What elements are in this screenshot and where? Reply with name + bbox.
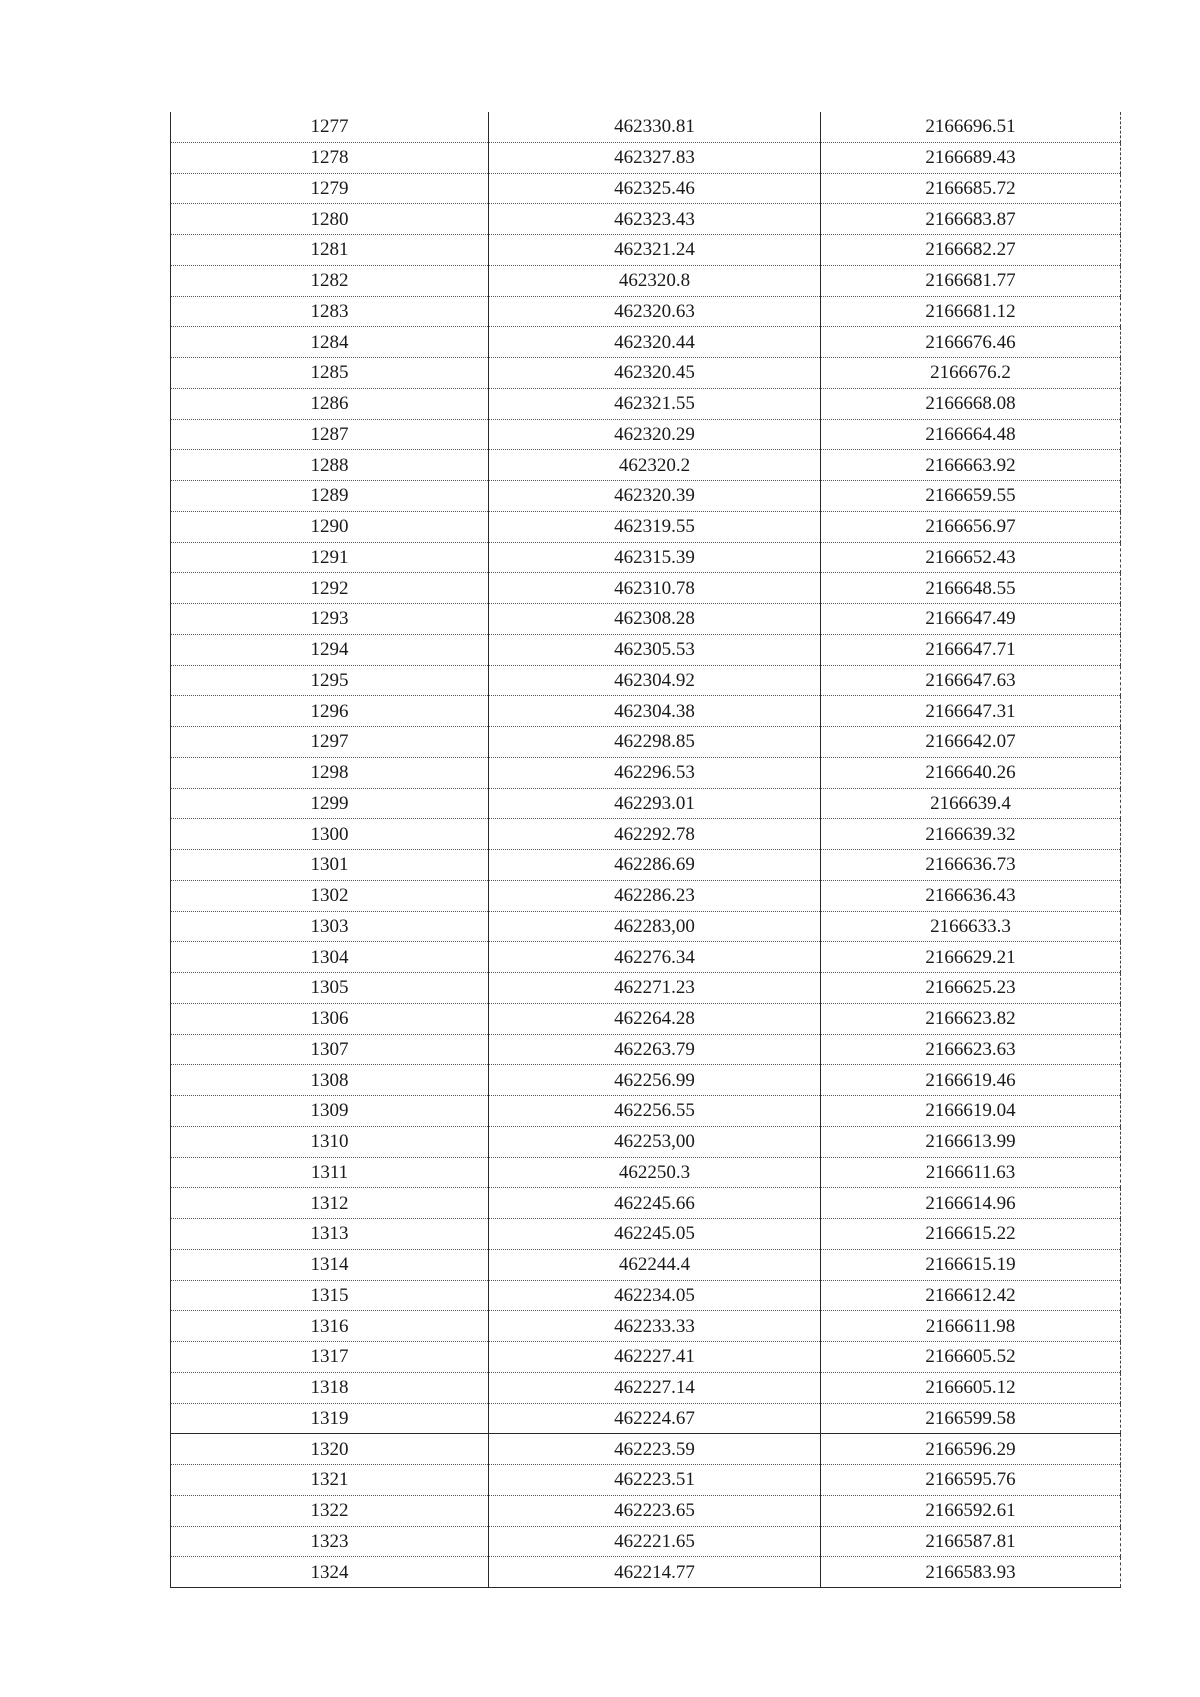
point-number-cell: 1289	[171, 481, 489, 512]
y-coordinate-cell: 2166615.22	[821, 1219, 1121, 1250]
point-number-cell: 1314	[171, 1249, 489, 1280]
point-number-cell: 1278	[171, 142, 489, 173]
y-coordinate-cell: 2166689.43	[821, 142, 1121, 173]
y-coordinate-cell: 2166676.46	[821, 327, 1121, 358]
y-coordinate-cell: 2166633.3	[821, 911, 1121, 942]
x-coordinate-cell: 462304.92	[489, 665, 821, 696]
x-coordinate-cell: 462227.14	[489, 1372, 821, 1403]
point-number-cell: 1308	[171, 1065, 489, 1096]
y-coordinate-cell: 2166647.49	[821, 604, 1121, 635]
x-coordinate-cell: 462325.46	[489, 173, 821, 204]
table-row	[171, 1157, 1121, 1188]
point-number-cell: 1309	[171, 1096, 489, 1127]
x-coordinate-cell: 462321.55	[489, 388, 821, 419]
point-number-cell: 1282	[171, 265, 489, 296]
y-coordinate-cell: 2166696.51	[821, 112, 1121, 142]
y-coordinate-cell: 2166685.72	[821, 173, 1121, 204]
x-coordinate-cell: 462320.45	[489, 358, 821, 389]
table-row	[171, 388, 1121, 419]
table-row	[171, 1372, 1121, 1403]
y-coordinate-cell: 2166611.98	[821, 1311, 1121, 1342]
y-coordinate-cell: 2166648.55	[821, 573, 1121, 604]
x-coordinate-cell: 462320.8	[489, 265, 821, 296]
x-coordinate-cell: 462221.65	[489, 1526, 821, 1557]
x-coordinate-cell: 462253,00	[489, 1126, 821, 1157]
point-number-cell: 1285	[171, 358, 489, 389]
table-row	[171, 665, 1121, 696]
table-row	[171, 1003, 1121, 1034]
point-number-cell: 1317	[171, 1342, 489, 1373]
x-coordinate-cell: 462245.66	[489, 1188, 821, 1219]
x-coordinate-cell: 462250.3	[489, 1157, 821, 1188]
table-row	[171, 1526, 1121, 1557]
point-number-cell: 1303	[171, 911, 489, 942]
y-coordinate-cell: 2166619.04	[821, 1096, 1121, 1127]
table-row	[171, 1249, 1121, 1280]
x-coordinate-cell: 462271.23	[489, 973, 821, 1004]
table-row	[171, 450, 1121, 481]
point-number-cell: 1321	[171, 1465, 489, 1496]
point-number-cell: 1319	[171, 1403, 489, 1434]
table-row	[171, 1465, 1121, 1496]
table-row	[171, 1280, 1121, 1311]
point-number-cell: 1320	[171, 1434, 489, 1465]
table-row	[171, 419, 1121, 450]
y-coordinate-cell: 2166625.23	[821, 973, 1121, 1004]
x-coordinate-cell: 462244.4	[489, 1249, 821, 1280]
y-coordinate-cell: 2166639.32	[821, 819, 1121, 850]
point-number-cell: 1315	[171, 1280, 489, 1311]
point-number-cell: 1300	[171, 819, 489, 850]
point-number-cell: 1286	[171, 388, 489, 419]
table-row	[171, 973, 1121, 1004]
point-number-cell: 1291	[171, 542, 489, 573]
table-row	[171, 942, 1121, 973]
point-number-cell: 1324	[171, 1557, 489, 1588]
y-coordinate-cell: 2166629.21	[821, 942, 1121, 973]
y-coordinate-cell: 2166647.71	[821, 634, 1121, 665]
table-row	[171, 265, 1121, 296]
y-coordinate-cell: 2166668.08	[821, 388, 1121, 419]
point-number-cell: 1313	[171, 1219, 489, 1250]
y-coordinate-cell: 2166682.27	[821, 235, 1121, 266]
point-number-cell: 1298	[171, 757, 489, 788]
y-coordinate-cell: 2166683.87	[821, 204, 1121, 235]
table-row	[171, 1342, 1121, 1373]
y-coordinate-cell: 2166681.12	[821, 296, 1121, 327]
table-row	[171, 1126, 1121, 1157]
y-coordinate-cell: 2166599.58	[821, 1403, 1121, 1434]
point-number-cell: 1281	[171, 235, 489, 266]
table-row	[171, 850, 1121, 881]
point-number-cell: 1307	[171, 1034, 489, 1065]
point-number-cell: 1279	[171, 173, 489, 204]
point-number-cell: 1290	[171, 511, 489, 542]
x-coordinate-cell: 462319.55	[489, 511, 821, 542]
table-row	[171, 573, 1121, 604]
x-coordinate-cell: 462286.69	[489, 850, 821, 881]
table-row	[171, 696, 1121, 727]
x-coordinate-cell: 462304.38	[489, 696, 821, 727]
point-number-cell: 1284	[171, 327, 489, 358]
x-coordinate-cell: 462227.41	[489, 1342, 821, 1373]
table-row	[171, 1311, 1121, 1342]
y-coordinate-cell: 2166611.63	[821, 1157, 1121, 1188]
point-number-cell: 1316	[171, 1311, 489, 1342]
y-coordinate-cell: 2166652.43	[821, 542, 1121, 573]
x-coordinate-cell: 462283,00	[489, 911, 821, 942]
y-coordinate-cell: 2166681.77	[821, 265, 1121, 296]
x-coordinate-cell: 462263.79	[489, 1034, 821, 1065]
point-number-cell: 1297	[171, 727, 489, 758]
x-coordinate-cell: 462320.2	[489, 450, 821, 481]
point-number-cell: 1283	[171, 296, 489, 327]
y-coordinate-cell: 2166663.92	[821, 450, 1121, 481]
point-number-cell: 1306	[171, 1003, 489, 1034]
point-number-cell: 1287	[171, 419, 489, 450]
table-row	[171, 727, 1121, 758]
table-row	[171, 1557, 1121, 1588]
table-row	[171, 481, 1121, 512]
y-coordinate-cell: 2166583.93	[821, 1557, 1121, 1588]
table-row	[171, 1034, 1121, 1065]
point-number-cell: 1280	[171, 204, 489, 235]
y-coordinate-cell: 2166636.43	[821, 880, 1121, 911]
table-row	[171, 235, 1121, 266]
x-coordinate-cell: 462286.23	[489, 880, 821, 911]
table-row	[171, 757, 1121, 788]
point-number-cell: 1322	[171, 1495, 489, 1526]
x-coordinate-cell: 462330.81	[489, 112, 821, 142]
point-number-cell: 1294	[171, 634, 489, 665]
table-row	[171, 1096, 1121, 1127]
x-coordinate-cell: 462223.51	[489, 1465, 821, 1496]
y-coordinate-cell: 2166595.76	[821, 1465, 1121, 1496]
x-coordinate-cell: 462327.83	[489, 142, 821, 173]
y-coordinate-cell: 2166647.31	[821, 696, 1121, 727]
table-row	[171, 327, 1121, 358]
x-coordinate-cell: 462256.99	[489, 1065, 821, 1096]
y-coordinate-cell: 2166614.96	[821, 1188, 1121, 1219]
x-coordinate-cell: 462315.39	[489, 542, 821, 573]
y-coordinate-cell: 2166612.42	[821, 1280, 1121, 1311]
point-number-cell: 1318	[171, 1372, 489, 1403]
table-row	[171, 1403, 1121, 1434]
y-coordinate-cell: 2166615.19	[821, 1249, 1121, 1280]
x-coordinate-cell: 462214.77	[489, 1557, 821, 1588]
x-coordinate-cell: 462234.05	[489, 1280, 821, 1311]
y-coordinate-cell: 2166642.07	[821, 727, 1121, 758]
x-coordinate-cell: 462256.55	[489, 1096, 821, 1127]
table-row	[171, 1065, 1121, 1096]
y-coordinate-cell: 2166664.48	[821, 419, 1121, 450]
table-row	[171, 142, 1121, 173]
y-coordinate-cell: 2166596.29	[821, 1434, 1121, 1465]
table-row	[171, 1188, 1121, 1219]
table-row	[171, 173, 1121, 204]
y-coordinate-cell: 2166587.81	[821, 1526, 1121, 1557]
y-coordinate-cell: 2166592.61	[821, 1495, 1121, 1526]
x-coordinate-cell: 462224.67	[489, 1403, 821, 1434]
point-number-cell: 1304	[171, 942, 489, 973]
x-coordinate-cell: 462264.28	[489, 1003, 821, 1034]
table-row	[171, 819, 1121, 850]
y-coordinate-cell: 2166656.97	[821, 511, 1121, 542]
point-number-cell: 1311	[171, 1157, 489, 1188]
y-coordinate-cell: 2166623.82	[821, 1003, 1121, 1034]
y-coordinate-cell: 2166647.63	[821, 665, 1121, 696]
x-coordinate-cell: 462296.53	[489, 757, 821, 788]
table-row	[171, 604, 1121, 635]
x-coordinate-cell: 462223.65	[489, 1495, 821, 1526]
y-coordinate-cell: 2166636.73	[821, 850, 1121, 881]
x-coordinate-cell: 462310.78	[489, 573, 821, 604]
table-row	[171, 1495, 1121, 1526]
x-coordinate-cell: 462320.29	[489, 419, 821, 450]
y-coordinate-cell: 2166659.55	[821, 481, 1121, 512]
point-number-cell: 1323	[171, 1526, 489, 1557]
x-coordinate-cell: 462320.39	[489, 481, 821, 512]
table-row	[171, 358, 1121, 389]
table-row	[171, 880, 1121, 911]
table-row	[171, 112, 1121, 142]
point-number-cell: 1305	[171, 973, 489, 1004]
y-coordinate-cell: 2166619.46	[821, 1065, 1121, 1096]
point-number-cell: 1296	[171, 696, 489, 727]
y-coordinate-cell: 2166605.12	[821, 1372, 1121, 1403]
point-number-cell: 1299	[171, 788, 489, 819]
point-number-cell: 1288	[171, 450, 489, 481]
y-coordinate-cell: 2166623.63	[821, 1034, 1121, 1065]
x-coordinate-cell: 462321.24	[489, 235, 821, 266]
coordinates-table-body	[171, 112, 1121, 1588]
table-row	[171, 542, 1121, 573]
y-coordinate-cell: 2166639.4	[821, 788, 1121, 819]
table-row	[171, 1434, 1121, 1465]
point-number-cell: 1292	[171, 573, 489, 604]
x-coordinate-cell: 462320.44	[489, 327, 821, 358]
point-number-cell: 1277	[171, 112, 489, 142]
x-coordinate-cell: 462308.28	[489, 604, 821, 635]
y-coordinate-cell: 2166613.99	[821, 1126, 1121, 1157]
y-coordinate-cell: 2166640.26	[821, 757, 1121, 788]
table-row	[171, 1219, 1121, 1250]
point-number-cell: 1293	[171, 604, 489, 635]
x-coordinate-cell: 462223.59	[489, 1434, 821, 1465]
point-number-cell: 1312	[171, 1188, 489, 1219]
x-coordinate-cell: 462293.01	[489, 788, 821, 819]
table-row	[171, 204, 1121, 235]
x-coordinate-cell: 462298.85	[489, 727, 821, 758]
table-row	[171, 911, 1121, 942]
point-number-cell: 1295	[171, 665, 489, 696]
x-coordinate-cell: 462305.53	[489, 634, 821, 665]
x-coordinate-cell: 462292.78	[489, 819, 821, 850]
y-coordinate-cell: 2166676.2	[821, 358, 1121, 389]
table-row	[171, 788, 1121, 819]
coordinates-table	[170, 112, 1121, 1588]
x-coordinate-cell: 462320.63	[489, 296, 821, 327]
point-number-cell: 1302	[171, 880, 489, 911]
x-coordinate-cell: 462323.43	[489, 204, 821, 235]
x-coordinate-cell: 462245.05	[489, 1219, 821, 1250]
x-coordinate-cell: 462276.34	[489, 942, 821, 973]
x-coordinate-cell: 462233.33	[489, 1311, 821, 1342]
point-number-cell: 1301	[171, 850, 489, 881]
table-row	[171, 634, 1121, 665]
y-coordinate-cell: 2166605.52	[821, 1342, 1121, 1373]
table-row	[171, 296, 1121, 327]
point-number-cell: 1310	[171, 1126, 489, 1157]
table-row	[171, 511, 1121, 542]
